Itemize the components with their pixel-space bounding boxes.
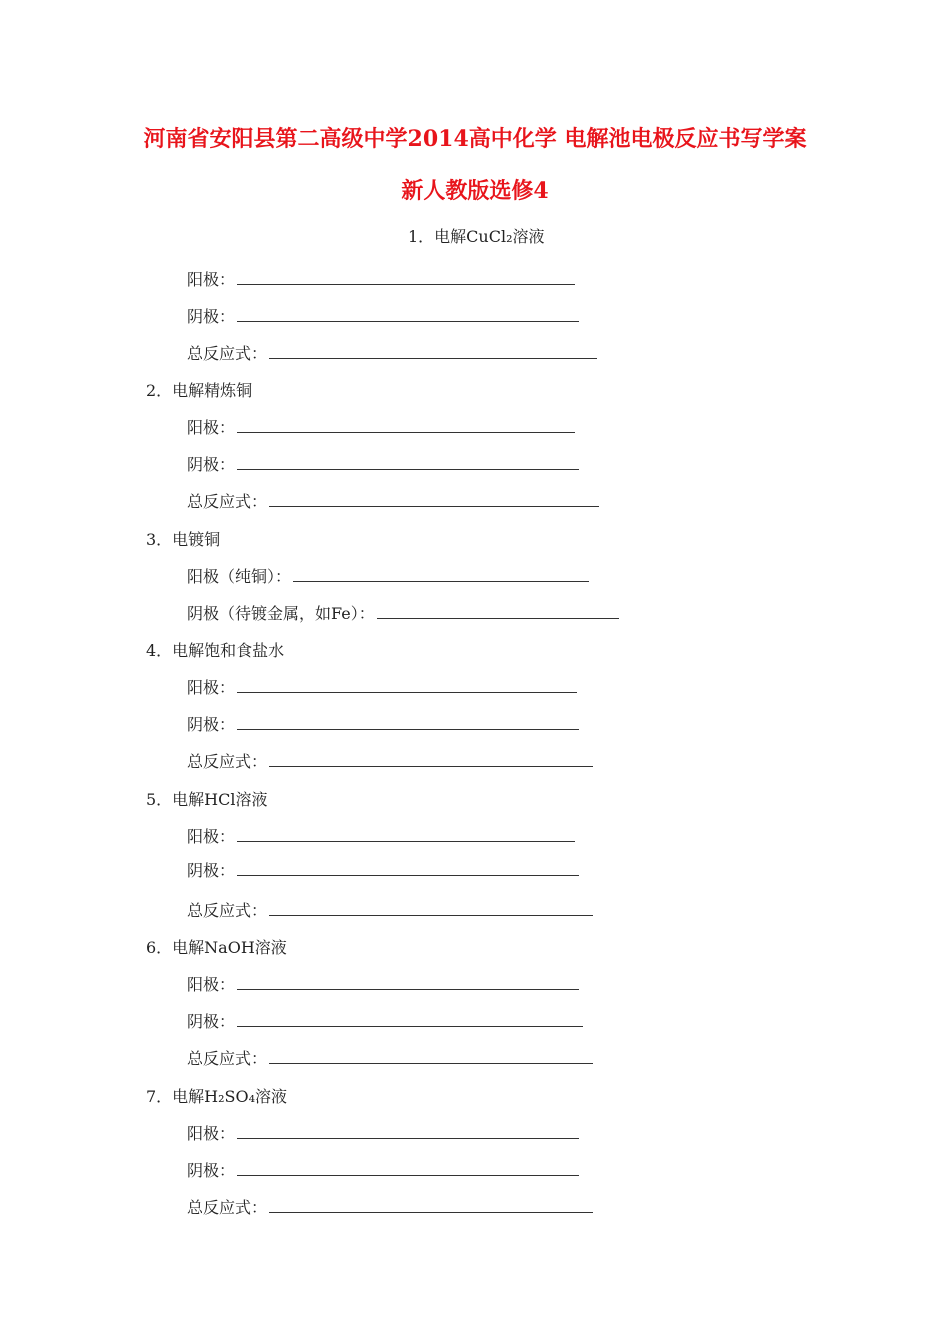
blank-row (187, 344, 597, 364)
row-label: 总反应式： (187, 1198, 268, 1217)
row-label: 阳极： (187, 270, 236, 289)
document-title-line-1: 河南省安阳县第二高级中学2014高中化学 电解池电极反应书写学案 (143, 126, 807, 152)
answer-blank[interactable] (237, 715, 579, 730)
row-label: 阳极： (187, 827, 236, 846)
answer-blank[interactable] (237, 1124, 579, 1139)
blank-row (187, 1012, 583, 1032)
blank-row (187, 678, 577, 698)
answer-blank[interactable] (269, 1049, 593, 1064)
row-label: 总反应式： (187, 752, 268, 771)
document-title-line-2: 新人教版选修4 (401, 178, 549, 204)
answer-blank[interactable] (237, 861, 579, 876)
row-label: 阴极： (187, 1012, 236, 1031)
answer-blank[interactable] (269, 1198, 593, 1213)
blank-row (187, 752, 593, 772)
section-heading: 7．电解H₂SO₄溶液 (146, 1087, 288, 1106)
row-label: 阳极： (187, 975, 236, 994)
answer-blank[interactable] (377, 604, 619, 619)
row-label: 阴极： (187, 715, 236, 734)
blank-row (187, 604, 619, 624)
blank-row (187, 455, 579, 475)
answer-blank[interactable] (237, 827, 575, 842)
row-label: 阴极： (187, 455, 236, 474)
row-label: 阴极： (187, 307, 236, 326)
answer-blank[interactable] (269, 492, 599, 507)
blank-row (187, 418, 575, 438)
answer-blank[interactable] (237, 1161, 579, 1176)
blank-row (187, 270, 575, 290)
row-label: 总反应式： (187, 1049, 268, 1068)
section-heading: 6．电解NaOH溶液 (146, 938, 287, 957)
blank-row (187, 1124, 579, 1144)
blank-row (187, 861, 579, 881)
answer-blank[interactable] (237, 1012, 583, 1027)
section-heading: 3．电镀铜 (146, 530, 221, 549)
blank-row (187, 901, 593, 921)
answer-blank[interactable] (237, 975, 579, 990)
answer-blank[interactable] (269, 752, 593, 767)
row-label: 阳极： (187, 1124, 236, 1143)
blank-row (187, 975, 579, 995)
blank-row (187, 1161, 579, 1181)
blank-row (187, 1198, 593, 1218)
blank-row (187, 492, 599, 512)
row-label: 阳极（纯铜）： (187, 567, 292, 586)
blank-row (187, 715, 579, 735)
answer-blank[interactable] (269, 344, 597, 359)
blank-row (187, 307, 579, 327)
answer-blank[interactable] (237, 270, 575, 285)
row-label: 阳极： (187, 418, 236, 437)
section-heading: 5．电解HCl溶液 (146, 790, 268, 809)
answer-blank[interactable] (237, 307, 579, 322)
blank-row (187, 1049, 593, 1069)
row-label: 阴极： (187, 861, 236, 880)
row-label: 总反应式： (187, 492, 268, 511)
answer-blank[interactable] (237, 418, 575, 433)
section-heading: 1．电解CuCl₂溶液 (408, 227, 545, 246)
section-heading: 4．电解饱和食盐水 (146, 641, 285, 660)
row-label: 阴极： (187, 1161, 236, 1180)
answer-blank[interactable] (293, 567, 589, 582)
answer-blank[interactable] (269, 901, 593, 916)
row-label: 总反应式： (187, 901, 268, 920)
section-heading: 2．电解精炼铜 (146, 381, 253, 400)
blank-row (187, 827, 575, 847)
blank-row (187, 567, 589, 587)
answer-blank[interactable] (237, 678, 577, 693)
row-label: 阳极： (187, 678, 236, 697)
answer-blank[interactable] (237, 455, 579, 470)
row-label: 阴极（待镀金属，如Fe）： (187, 604, 375, 623)
row-label: 总反应式： (187, 344, 268, 363)
